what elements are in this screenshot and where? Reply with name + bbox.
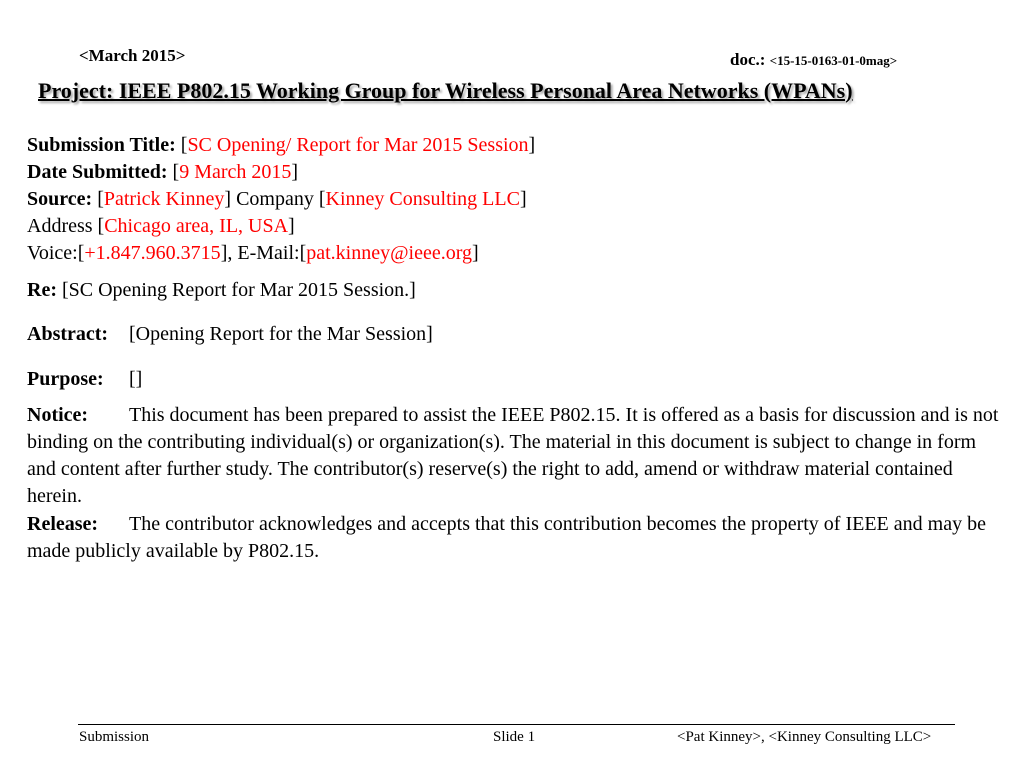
email-value: pat.kinney@ieee.org	[306, 242, 473, 264]
source-value: Patrick Kinney	[103, 188, 225, 210]
purpose-row	[27, 366, 142, 393]
re-value: [SC Opening Report for Mar 2015 Session.]	[61, 279, 416, 301]
submission-title-value: SC Opening/ Report for Mar 2015 Session	[187, 134, 529, 156]
footer-submission: Submission	[79, 729, 150, 745]
date-submitted-value: 9 March 2015	[179, 161, 292, 183]
release-text: The contributor acknowledges and accepts that this contribution becomes the property of IEEE and may be made publicly available by P802.15.	[27, 513, 986, 562]
company-label: Company	[236, 188, 314, 210]
address-row: Address [Chicago area, IL, USA]	[27, 215, 295, 237]
release-paragraph	[27, 511, 1002, 565]
purpose-label: Purpose:	[27, 368, 104, 390]
notice-label: Notice:	[27, 404, 89, 426]
doc-label: doc.:	[730, 50, 766, 69]
re-label: Re:	[27, 279, 57, 301]
footer-slide-number: Slide 1	[493, 729, 536, 745]
purpose-value: []	[129, 368, 143, 390]
date-submitted-label: Date Submitted:	[27, 161, 168, 183]
notice-text: This document has been prepared to assist the IEEE P802.15. It is offered as a basis for discussion and is not binding on the contributing individual(s) or organization(s). The material in this document is subject to change in form and content after further study. The contributor(s) reserve(s) the right to add, amend or withdraw material contained herein.	[27, 404, 999, 507]
notice-paragraph	[27, 402, 1002, 510]
abstract-label: Abstract:	[27, 323, 109, 345]
date-submitted-row: Date Submitted: [9 March 2015]	[27, 161, 299, 183]
header-doc-number	[730, 50, 897, 70]
company-value: Kinney Consulting LLC	[325, 188, 520, 210]
address-label: Address	[27, 215, 93, 237]
email-label: E-Mail:	[237, 242, 300, 264]
voice-value: +1.847.960.3715	[84, 242, 221, 264]
doc-number: <15-15-0163-01-0mag>	[769, 53, 898, 68]
address-value: Chicago area, IL, USA	[104, 215, 289, 237]
voice-label: Voice:	[27, 242, 78, 264]
voice-email-row: Voice:[+1.847.960.3715], E-Mail:[pat.kinney@ieee.org]	[27, 242, 479, 264]
release-label: Release:	[27, 513, 99, 535]
abstract-row	[27, 321, 433, 348]
source-row: Source: [Patrick Kinney] Company [Kinney Consulting LLC]	[27, 188, 527, 210]
header-date: <March 2015>	[79, 46, 186, 65]
footer-author: <Pat Kinney>, <Kinney Consulting LLC>	[677, 729, 932, 745]
footer-divider	[78, 724, 955, 725]
re-row	[27, 277, 416, 304]
source-label: Source:	[27, 188, 93, 210]
abstract-value: [Opening Report for the Mar Session]	[129, 323, 433, 345]
project-title: Project: IEEE P802.15 Working Group for Wireless Personal Area Networks (WPANs)	[38, 78, 853, 103]
submission-title-row: Submission Title: [SC Opening/ Report for Mar 2015 Session]	[27, 134, 536, 156]
submission-title-label: Submission Title:	[27, 134, 176, 156]
